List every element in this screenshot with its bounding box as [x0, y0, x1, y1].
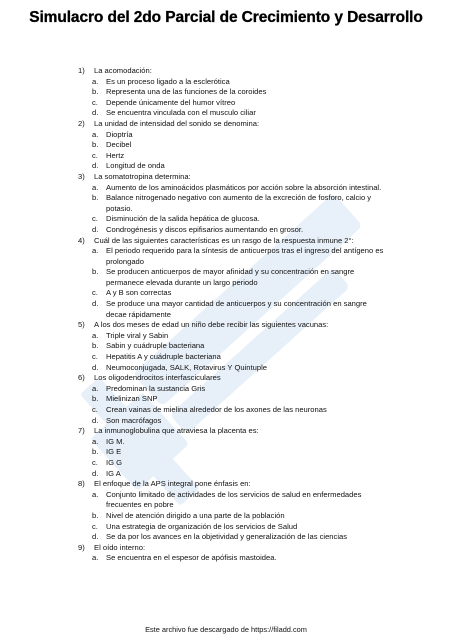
option-text: Decibel — [106, 140, 132, 150]
option-letter: b. — [92, 447, 99, 457]
option-text: IG A — [106, 468, 121, 478]
option — [78, 416, 388, 427]
option — [78, 161, 388, 172]
option-letter: d. — [92, 108, 99, 118]
option-text: Condrogénesis y discos epifisarios aumentando en grosor. — [106, 224, 304, 234]
option — [78, 151, 388, 162]
option-text: Representa una de las funciones de la coroides — [106, 87, 267, 97]
question-text: La inmunoglobulina que atraviesa la placenta es: — [94, 426, 259, 436]
option-letter: c. — [92, 150, 98, 160]
option-letter: c. — [92, 97, 98, 107]
option-letter: d. — [92, 362, 99, 372]
option — [78, 214, 388, 225]
option-letter: b. — [92, 510, 99, 520]
download-footer: Este archivo fue descargado de https://filadd.com — [145, 625, 307, 634]
option — [78, 405, 388, 416]
option-text: Disminución de la salida hepática de glucosa. — [106, 214, 260, 224]
question-1 — [78, 66, 388, 77]
question-number: 2) — [78, 118, 85, 128]
option-letter: c. — [92, 405, 98, 414]
option-text: Se encuentra en el espesor de apófisis mastoidea. — [106, 553, 277, 563]
option-letter: c. — [92, 457, 98, 467]
question-number: 7) — [78, 426, 85, 436]
option — [78, 522, 388, 533]
option — [78, 246, 388, 267]
option-text: Es un proceso ligado a la esclerótica — [106, 76, 230, 86]
option — [78, 98, 388, 109]
option-letter: b. — [92, 267, 99, 277]
option-letter: c. — [92, 352, 98, 362]
option-letter: b. — [92, 394, 99, 404]
option — [78, 394, 388, 405]
option-letter: a. — [92, 246, 99, 256]
option-text: Longitud de onda — [106, 161, 165, 171]
option-letter: d. — [92, 532, 99, 542]
option-letter: d. — [92, 415, 99, 425]
question-9 — [78, 543, 388, 554]
option — [78, 341, 388, 352]
question-text: La unidad de intensidad del sonido se denomina: — [94, 118, 260, 128]
option-letter: a. — [92, 129, 99, 139]
option-text: Mielinizan SNP — [106, 394, 158, 404]
question-number: 3) — [78, 171, 85, 181]
option-letter: b. — [92, 140, 99, 150]
question-8 — [78, 479, 388, 490]
question-text: Cuál de las siguientes características es un rasgo de la respuesta inmune 2°: — [94, 235, 354, 245]
option-text: Se producen anticuerpos de mayor afinidad y su concentración en sangre permanece elevada durante un largo periodo — [106, 267, 355, 287]
question-7 — [78, 426, 388, 437]
option — [78, 288, 388, 299]
option-text: IG G — [106, 457, 123, 467]
option — [78, 352, 388, 363]
option — [78, 299, 388, 320]
option — [78, 267, 388, 288]
option-letter: a. — [92, 383, 99, 393]
option — [78, 490, 388, 511]
option — [78, 87, 388, 98]
question-6 — [78, 373, 388, 384]
question-text: La acomodación: — [94, 66, 152, 75]
question-text: El oído interno: — [94, 542, 146, 552]
option-text: IG M. — [106, 436, 125, 446]
option-letter: b. — [92, 87, 99, 97]
document-title: Simulacro del 2do Parcial de Crecimiento y Desarrollo — [29, 9, 423, 26]
question-number: 5) — [78, 320, 85, 330]
option — [78, 108, 388, 119]
question-number: 1) — [78, 66, 85, 75]
option-text: Crean vainas de mielina alrededor de los axones de las neuronas — [106, 405, 327, 414]
option — [78, 511, 388, 522]
question-5 — [78, 320, 388, 331]
option — [78, 140, 388, 151]
option-letter: d. — [92, 299, 99, 309]
option-text: Sabin y cuádruple bacteriana — [106, 341, 205, 351]
question-text: La somatotropina determina: — [94, 171, 191, 181]
question-4 — [78, 236, 388, 247]
question-3 — [78, 172, 388, 183]
option-text: Neumoconjugada, SALK, Rotavirus Y Quintuple — [106, 362, 267, 372]
option-letter: c. — [92, 214, 98, 224]
option-text: IG E — [106, 447, 122, 457]
option — [78, 447, 388, 458]
question-number: 8) — [78, 479, 85, 489]
option-letter: d. — [92, 224, 99, 234]
option-text: A y B son correctas — [106, 288, 172, 298]
option — [78, 532, 388, 543]
option — [78, 130, 388, 141]
option-text: Hertz — [106, 150, 125, 160]
option-text: Una estrategia de organización de los servicios de Salud — [106, 521, 298, 531]
option-letter: d. — [92, 468, 99, 478]
option — [78, 183, 388, 194]
option-text: El periodo requerido para la síntesis de anticuerpos tras el ingreso del antígeno es prolongado — [106, 246, 384, 266]
option-text: Se encuentra vinculada con el musculo ciliar — [106, 108, 256, 118]
option — [78, 193, 388, 214]
question-text: A los dos meses de edad un niño debe recibir las siguientes vacunas: — [94, 320, 329, 330]
option-letter: d. — [92, 161, 99, 171]
question-number: 6) — [78, 373, 85, 383]
option-letter: b. — [92, 341, 99, 351]
option-letter: c. — [92, 288, 98, 298]
option — [78, 225, 388, 236]
question-number: 4) — [78, 235, 85, 245]
option-text: Son macrófagos — [106, 415, 162, 425]
option — [78, 331, 388, 342]
option — [78, 553, 388, 564]
option-letter: a. — [92, 182, 99, 192]
option — [78, 77, 388, 88]
option — [78, 458, 388, 469]
option — [78, 469, 388, 480]
option — [78, 363, 388, 374]
option-text: Balance nitrogenado negativo con aumento de la excreción de fosforo, calcio y potasio. — [106, 193, 372, 213]
option-text: Hepatitis A y cuádruple bacteriana — [106, 352, 221, 362]
question-text: El enfoque de la APS integral pone énfasis en: — [94, 479, 251, 489]
option-letter: a. — [92, 553, 99, 563]
question-2 — [78, 119, 388, 130]
option-text: Predominan la sustancia Gris — [106, 383, 206, 393]
question-number: 9) — [78, 542, 85, 552]
option-letter: a. — [92, 76, 99, 86]
option-letter: a. — [92, 330, 99, 340]
option-text: Aumento de los aminoácidos plasmáticos por acción sobre la absorción intestinal. — [106, 182, 382, 192]
option-text: Se da por los avances en la objetividad y generalización de las ciencias — [106, 532, 348, 542]
question-text: Los oligodendrocitos interfasciculares — [94, 373, 221, 383]
option-text: Conjunto limitado de actividades de los servicios de salud en enfermedades frecuentes en pobre — [106, 489, 362, 510]
option-text: Se produce una mayor cantidad de anticuerpos y su concentración en sangre decae rápidamente — [106, 299, 367, 319]
option-letter: b. — [92, 193, 99, 203]
option-text: Triple viral y Sabin — [106, 330, 169, 340]
option — [78, 384, 388, 395]
option-text: Dioptría — [106, 129, 133, 139]
option-text: Depende únicamente del humor vítreo — [106, 97, 236, 107]
question-list — [78, 66, 388, 564]
option — [78, 437, 388, 448]
option-letter: a. — [92, 436, 99, 446]
option-text: Nivel de atención dirigido a una parte de la población — [106, 510, 285, 520]
option-letter: c. — [92, 521, 98, 531]
option-letter: a. — [92, 489, 99, 499]
